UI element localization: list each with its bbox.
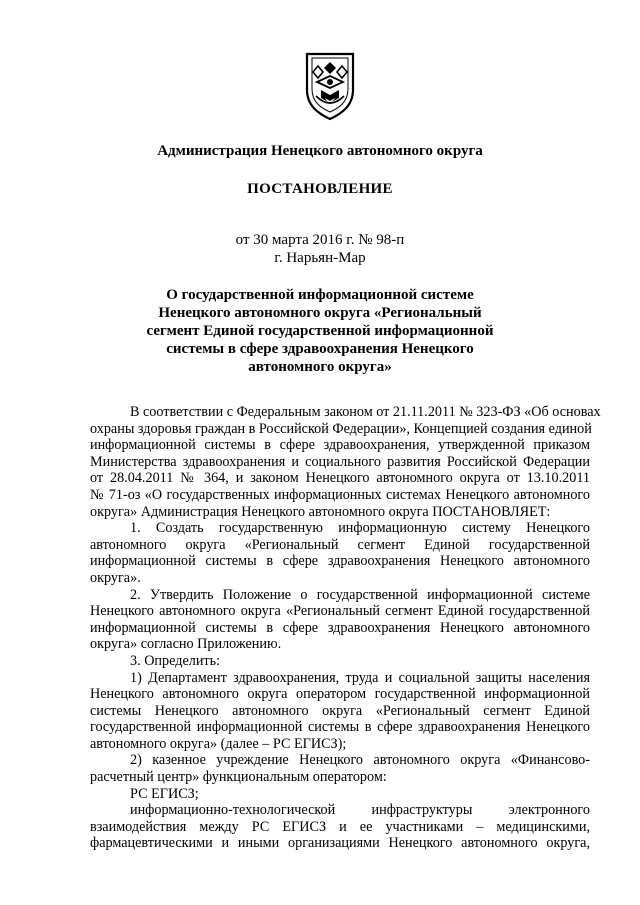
body-line: автономного округа «Региональный сегмент Единой государственной: [90, 536, 590, 553]
document-body: [90, 404, 601, 852]
body-line: Ненецкого автономного округа оператором государственной информационной: [90, 686, 590, 703]
body-line: автономного округа» (далее – РС ЕГИСЗ);: [90, 735, 347, 752]
body-line: информационной системы в сфере здравоохранения Ненецкого автономного: [90, 619, 590, 636]
body-line: округа».: [90, 569, 141, 586]
body-line: системы Ненецкого автономного округа «Региональный сегмент Единой: [90, 702, 590, 719]
body-line: 1) Департамент здравоохранения, труда и социальной защиты населения: [130, 669, 590, 686]
document-city: г. Нарьян-Мар: [274, 250, 366, 266]
body-line: расчетный центр» функциональным оператором:: [90, 769, 387, 786]
body-line: округа» согласно Приложению.: [90, 636, 282, 653]
body-line: взаимодействия между РС ЕГИСЗ и ее участниками – медицинскими,: [90, 818, 590, 835]
body-line: охраны здоровья граждан в Российской Федерации», Концепцией создания единой: [90, 420, 592, 437]
body-line: РС ЕГИСЗ;: [130, 785, 199, 802]
body-line: государственной информационной системы в сфере здравоохранения Ненецкого: [90, 719, 590, 736]
body-line: Министерства здравоохранения и социального развития Российской Федерации: [90, 453, 590, 470]
coat-of-arms-icon: [303, 50, 357, 122]
title-line: системы в сфере здравоохранения Ненецкого: [166, 341, 474, 357]
body-line: округа» Администрация Ненецкого автономного округа ПОСТАНОВЛЯЕТ:: [90, 503, 551, 520]
body-line: 2) казенное учреждение Ненецкого автономного округа «Финансово-: [130, 752, 590, 769]
body-line: В соответствии с Федеральным законом от 21.11.2011 № 323-ФЗ «Об основах: [130, 404, 601, 420]
title-line: О государственной информационной системе: [166, 287, 474, 303]
body-line: 2. Утвердить Положение о государственной информационной системе: [130, 586, 590, 603]
document-date-number: от 30 марта 2016 г. № 98-п: [235, 232, 405, 248]
document-type: ПОСТАНОВЛЕНИЕ: [247, 181, 393, 197]
title-line: автономного округа»: [248, 359, 392, 375]
body-line: № 71-оз «О государственных информационных системах Ненецкого автономного: [90, 486, 590, 503]
body-line: Ненецкого автономного округа «Региональный сегмент Единой государственной: [90, 603, 590, 620]
document-title: [0, 286, 640, 376]
body-line: информационной системы в сфере здравоохранения, утвержденной приказом: [90, 437, 590, 454]
body-line: информационной системы в сфере здравоохранения Ненецкого автономного: [90, 553, 590, 570]
title-line: сегмент Единой государственной информационной: [146, 323, 494, 339]
body-line: фармацевтическими и иными организациями Ненецкого автономного округа,: [90, 835, 590, 852]
title-line: Ненецкого автономного округа «Региональный: [158, 305, 482, 321]
body-line: информационно-технологической инфраструктуры электронного: [130, 802, 590, 819]
body-line: 1. Создать государственную информационную систему Ненецкого: [130, 520, 590, 537]
organization-name: Администрация Ненецкого автономного округа: [157, 143, 483, 159]
body-line: от 28.04.2011 № 364, и законом Ненецкого автономного округа от 13.10.2011: [90, 470, 590, 487]
body-line: 3. Определить:: [130, 652, 221, 669]
